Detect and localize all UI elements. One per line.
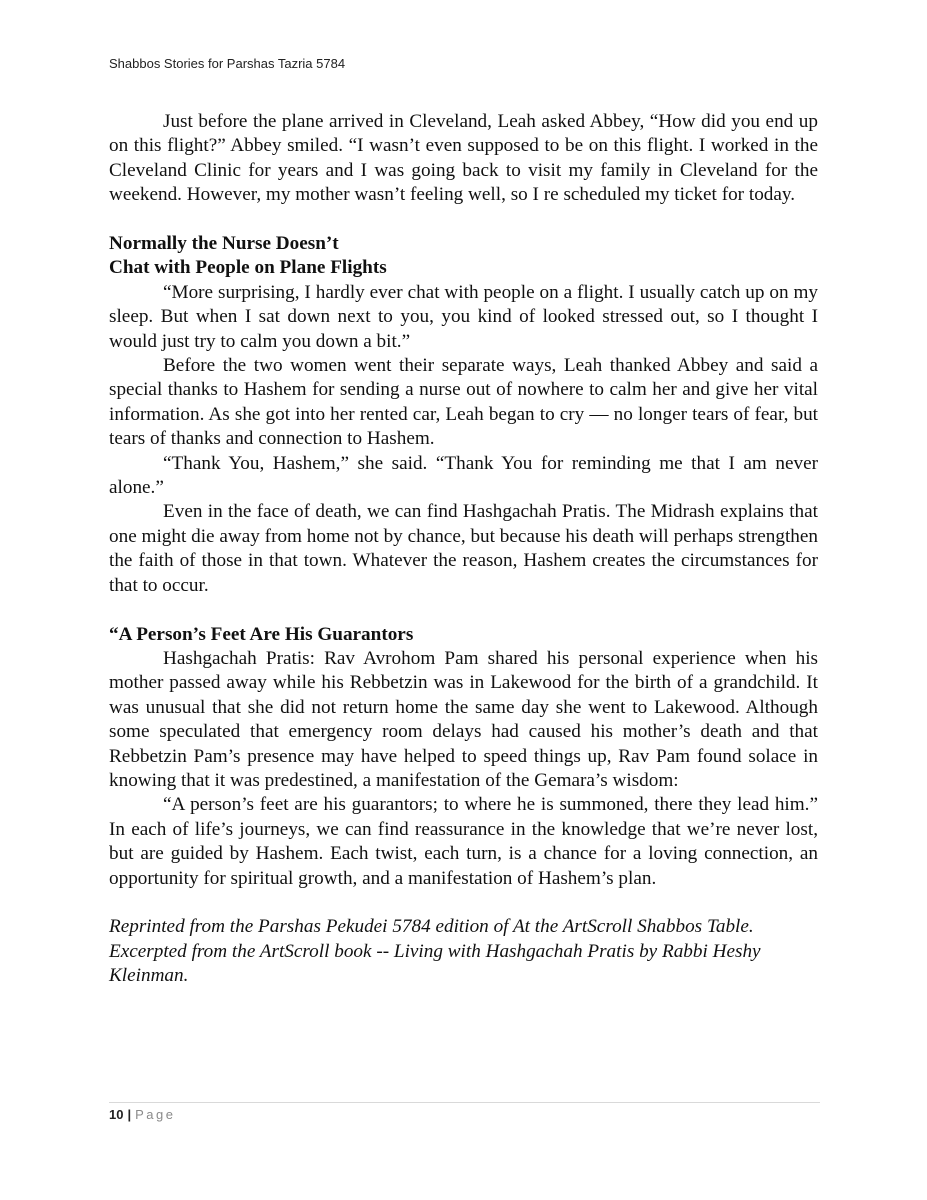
- page-number: 10: [109, 1107, 124, 1122]
- section-heading-line: Chat with People on Plane Flights: [109, 257, 387, 279]
- paragraph: “A person’s feet are his guarantors; to where he is summoned, there they lead him.” In each of life’s journeys, we can find reassurance in the knowledge that we’re never lost, but are guided by Hashem. Each twist, each turn, is a chance for a loving connection, an opportunity for spiritual growth, and a manifestation of Hashem’s plan.: [109, 794, 818, 889]
- blank-line: [109, 891, 818, 915]
- section-heading-line: Normally the Nurse Doesn’t: [109, 233, 339, 255]
- page-label: Page: [135, 1107, 176, 1122]
- page-body: [109, 110, 818, 989]
- paragraph: Even in the face of death, we can find Hashgachah Pratis. The Midrash explains that one might die away from home not by chance, but because his death will perhaps strengthen the faith of those in that town. Whatever the reason, Hashem creates the circumstances for that to occur.: [109, 501, 818, 596]
- blank-line: [109, 598, 818, 622]
- paragraph: Before the two women went their separate ways, Leah thanked Abbey and said a special thanks to Hashem for sending a nurse out of nowhere to calm her and give her vital information. As she got into her rented car, Leah began to cry — no longer tears of fear, but tears of thanks and connection to Hashem.: [109, 355, 818, 450]
- footer-separator: |: [127, 1107, 132, 1122]
- paragraph: Hashgachah Pratis: Rav Avrohom Pam shared his personal experience when his mother passed away while his Rebbetzin was in Lakewood for the birth of a grandchild. It was unusual that she did not return home the same day she went to Lakewood. Although some speculated that emergency room delays had caused his mother’s death and that Rebbetzin Pam’s presence may have helped to speed things up, Rav Pam found solace in knowing that it was predestined, a manifestation of the Gemara’s wisdom:: [109, 647, 818, 791]
- paragraph: “Thank You, Hashem,” she said. “Thank You for reminding me that I am never alone.”: [109, 452, 818, 499]
- footer-divider: [109, 1102, 820, 1103]
- page-footer: [109, 1107, 175, 1122]
- running-header: Shabbos Stories for Parshas Tazria 5784: [109, 56, 346, 71]
- paragraph: “More surprising, I hardly ever chat with people on a flight. I usually catch up on my sleep. But when I sat down next to you, you kind of looked stressed out, so I thought I would just try to calm you down a bit.”: [109, 281, 818, 352]
- blank-line: [109, 208, 818, 232]
- section-heading: “A Person’s Feet Are His Guarantors: [109, 623, 414, 645]
- paragraph: Just before the plane arrived in Cleveland, Leah asked Abbey, “How did you end up on this flight?” Abbey smiled. “I wasn’t even supposed to be on this flight. I worked in the Cleveland Clinic for years and I was going back to visit my family in Cleveland for the weekend. However, my mother wasn’t feeling well, so I re scheduled my ticket for today.: [109, 111, 818, 206]
- reprint-note: Reprinted from the Parshas Pekudei 5784 edition of At the ArtScroll Shabbos Table. Excerpted from the ArtScroll book -- Living with Hashgachah Pratis by Rabbi Heshy Kleinman.: [109, 916, 761, 987]
